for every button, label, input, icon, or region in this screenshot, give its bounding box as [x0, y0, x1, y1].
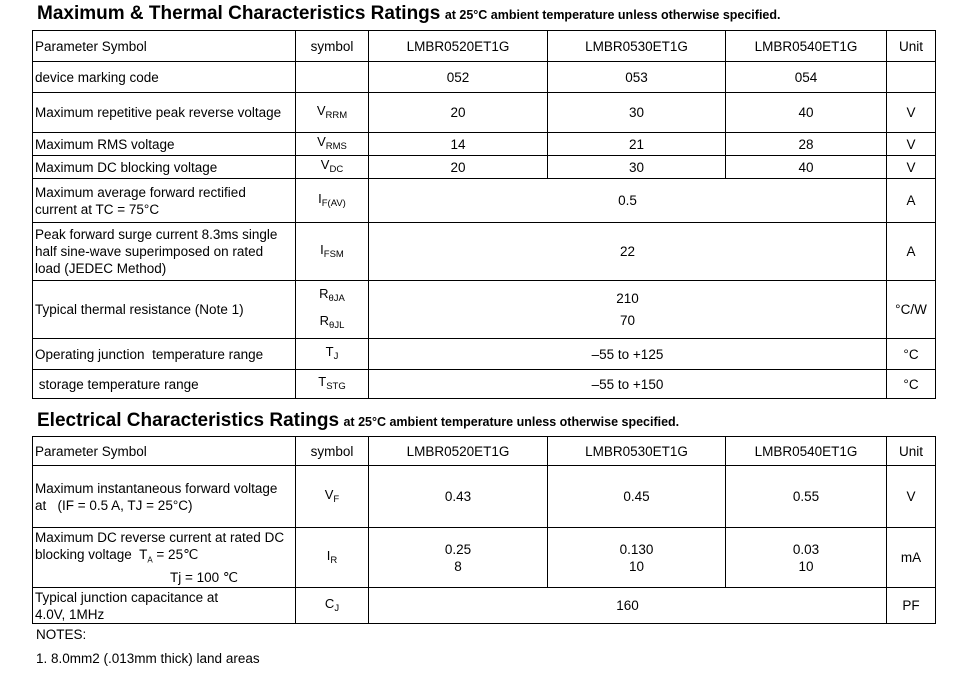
thermal-section-title — [37, 3, 780, 25]
symbol-cell — [296, 156, 369, 179]
symbol-cell — [296, 588, 369, 624]
param-line: Maximum average forward rectified — [35, 184, 246, 200]
value-cell — [369, 281, 887, 339]
symbol-subscript: F — [333, 493, 340, 505]
param-line: load (JEDEC Method) — [35, 261, 167, 276]
value-line: 0.03 — [792, 541, 820, 557]
table-row — [33, 370, 936, 399]
symbol-text: V — [324, 486, 334, 502]
value-cell: 21 — [548, 133, 726, 156]
symbol-subscript: FSM — [323, 248, 344, 260]
param-line — [35, 546, 295, 569]
param-marking: device marking code — [33, 62, 296, 93]
param-vdc: Maximum DC blocking voltage — [33, 156, 296, 179]
table-row — [33, 62, 936, 93]
unit-cell: °C — [887, 339, 936, 370]
symbol-subscript: θJA — [328, 292, 345, 304]
value-cell: 20 — [369, 93, 548, 133]
value-cell: 40 — [726, 93, 887, 133]
unit-cell — [887, 62, 936, 93]
param-line: Maximum instantaneous forward voltage — [35, 480, 278, 496]
unit-cell: °C/W — [887, 281, 936, 339]
thermal-ratings-table — [32, 30, 936, 399]
symbol-subscript: RMS — [325, 141, 347, 152]
table-row — [33, 281, 936, 339]
unit-cell: V — [887, 156, 936, 179]
value-cell: 30 — [548, 93, 726, 133]
value-cell: 054 — [726, 62, 887, 93]
header-parameter: Parameter Symbol — [33, 31, 296, 62]
table-row — [33, 133, 936, 156]
table-header-row — [33, 437, 936, 466]
unit-cell: V — [887, 133, 936, 156]
value-line: 8 — [454, 558, 462, 574]
table-row — [33, 179, 936, 223]
table-row — [33, 223, 936, 281]
param-line: current at TC = 75°C — [35, 201, 160, 217]
value-cell: 0.43 — [369, 466, 548, 528]
symbol-cell — [296, 62, 369, 93]
symbol-cell — [296, 223, 369, 281]
param-line: at (IF = 0.5 A, TJ = 25°C) — [35, 497, 193, 513]
symbol-text: V — [317, 134, 326, 149]
symbol-subscript: STG — [326, 381, 346, 392]
symbol-text: R — [319, 285, 329, 301]
header-symbol: symbol — [296, 31, 369, 62]
symbol-line — [296, 310, 368, 337]
symbol-subscript: θJL — [329, 319, 345, 331]
symbol-subscript: J — [333, 351, 339, 362]
symbol-cell — [296, 339, 369, 370]
symbol-text: I — [320, 241, 324, 257]
value-cell: 22 — [369, 223, 887, 281]
value-cell: 30 — [548, 156, 726, 179]
symbol-text: T — [325, 344, 334, 359]
value-cell: 14 — [369, 133, 548, 156]
param-ifsm — [33, 223, 296, 281]
param-rth: Typical thermal resistance (Note 1) — [33, 281, 296, 339]
symbol-cell — [296, 133, 369, 156]
symbol-text: I — [326, 547, 331, 563]
param-ifav — [33, 179, 296, 223]
param-line: Maximum DC reverse current at rated DC — [35, 530, 285, 546]
value-line: 10 — [798, 558, 814, 574]
value-cell: 160 — [369, 588, 887, 624]
value-line: 10 — [628, 558, 645, 574]
symbol-line — [296, 283, 368, 310]
value-line: 70 — [619, 312, 636, 328]
symbol-cell — [296, 93, 369, 133]
header-lmbr0540: LMBR0540ET1G — [726, 31, 887, 62]
header-unit: Unit — [887, 31, 936, 62]
symbol-subscript: F(AV) — [321, 197, 346, 209]
note-1: 1. 8.0mm2 (.013mm thick) land areas — [36, 651, 260, 666]
symbol-text: V — [316, 102, 326, 118]
param-text: = 25℃ — [152, 547, 199, 563]
param-text: blocking voltage T — [35, 547, 148, 563]
header-lmbr0520: LMBR0520ET1G — [369, 437, 548, 466]
table-row — [33, 528, 936, 588]
value-cell — [548, 528, 726, 588]
value-cell — [369, 528, 548, 588]
value-cell: –55 to +125 — [369, 339, 887, 370]
param-tstg: storage temperature range — [33, 370, 296, 399]
electrical-ratings-table — [32, 436, 936, 624]
table-row — [33, 588, 936, 624]
symbol-text: V — [320, 157, 330, 172]
param-ir — [33, 528, 296, 588]
header-lmbr0540: LMBR0540ET1G — [726, 437, 887, 466]
param-vf — [33, 466, 296, 528]
value-line: 210 — [616, 290, 639, 306]
symbol-text: T — [318, 374, 327, 389]
symbol-cell — [296, 370, 369, 399]
unit-cell: A — [887, 179, 936, 223]
param-line: 4.0V, 1MHz — [35, 606, 105, 622]
electrical-section-title — [37, 410, 679, 432]
table-row — [33, 156, 936, 179]
electrical-title: Electrical Characteristics Ratings — [37, 410, 340, 431]
symbol-cell — [296, 466, 369, 528]
value-cell: –55 to +150 — [369, 370, 887, 399]
value-cell: 0.55 — [726, 466, 887, 528]
symbol-text: I — [318, 190, 322, 206]
param-line: Tj = 100 ℃ — [170, 569, 239, 585]
param-line: Typical junction capacitance at — [35, 589, 219, 605]
symbol-cell — [296, 179, 369, 223]
symbol-text: C — [324, 595, 335, 611]
value-cell: 0.5 — [369, 179, 887, 223]
value-cell: 053 — [548, 62, 726, 93]
param-line: half sine-wave superimposed on rated — [35, 244, 264, 259]
header-lmbr0530: LMBR0530ET1G — [548, 31, 726, 62]
notes-heading: NOTES: — [36, 627, 87, 642]
header-parameter: Parameter Symbol — [33, 437, 296, 466]
header-unit: Unit — [887, 437, 936, 466]
unit-cell: A — [887, 223, 936, 281]
table-row — [33, 466, 936, 528]
value-line: 0.25 — [444, 541, 472, 557]
header-lmbr0520: LMBR0520ET1G — [369, 31, 548, 62]
value-line: 0.130 — [619, 541, 654, 557]
symbol-subscript: RRM — [325, 109, 348, 121]
header-symbol: symbol — [296, 437, 369, 466]
value-cell: 28 — [726, 133, 887, 156]
value-cell: 0.45 — [548, 466, 726, 528]
param-tj: Operating junction temperature range — [33, 339, 296, 370]
symbol-text: R — [319, 312, 330, 328]
header-lmbr0530: LMBR0530ET1G — [548, 437, 726, 466]
thermal-subtitle: at 25°C ambient temperature unless otherwise specified. — [444, 8, 781, 22]
thermal-title: Maximum & Thermal Characteristics Ratings — [37, 3, 441, 24]
symbol-cell — [296, 528, 369, 588]
param-vrms: Maximum RMS voltage — [33, 133, 296, 156]
unit-cell: PF — [887, 588, 936, 624]
unit-cell: V — [887, 466, 936, 528]
table-row — [33, 339, 936, 370]
unit-cell: mA — [887, 528, 936, 588]
param-line: Peak forward surge current 8.3ms single — [35, 227, 278, 242]
value-cell: 40 — [726, 156, 887, 179]
value-cell: 052 — [369, 62, 548, 93]
table-header-row — [33, 31, 936, 62]
table-row — [33, 93, 936, 133]
param-vrrm: Maximum repetitive peak reverse voltage — [33, 93, 296, 133]
symbol-cell — [296, 281, 369, 339]
unit-cell: V — [887, 93, 936, 133]
electrical-subtitle: at 25°C ambient temperature unless otherwise specified. — [343, 415, 680, 429]
unit-cell: °C — [887, 370, 936, 399]
value-cell — [726, 528, 887, 588]
symbol-subscript: DC — [329, 164, 344, 175]
param-subscript: A — [147, 555, 153, 565]
value-cell: 20 — [369, 156, 548, 179]
param-cj — [33, 588, 296, 624]
symbol-subscript: R — [330, 554, 338, 566]
symbol-subscript: J — [334, 602, 340, 614]
